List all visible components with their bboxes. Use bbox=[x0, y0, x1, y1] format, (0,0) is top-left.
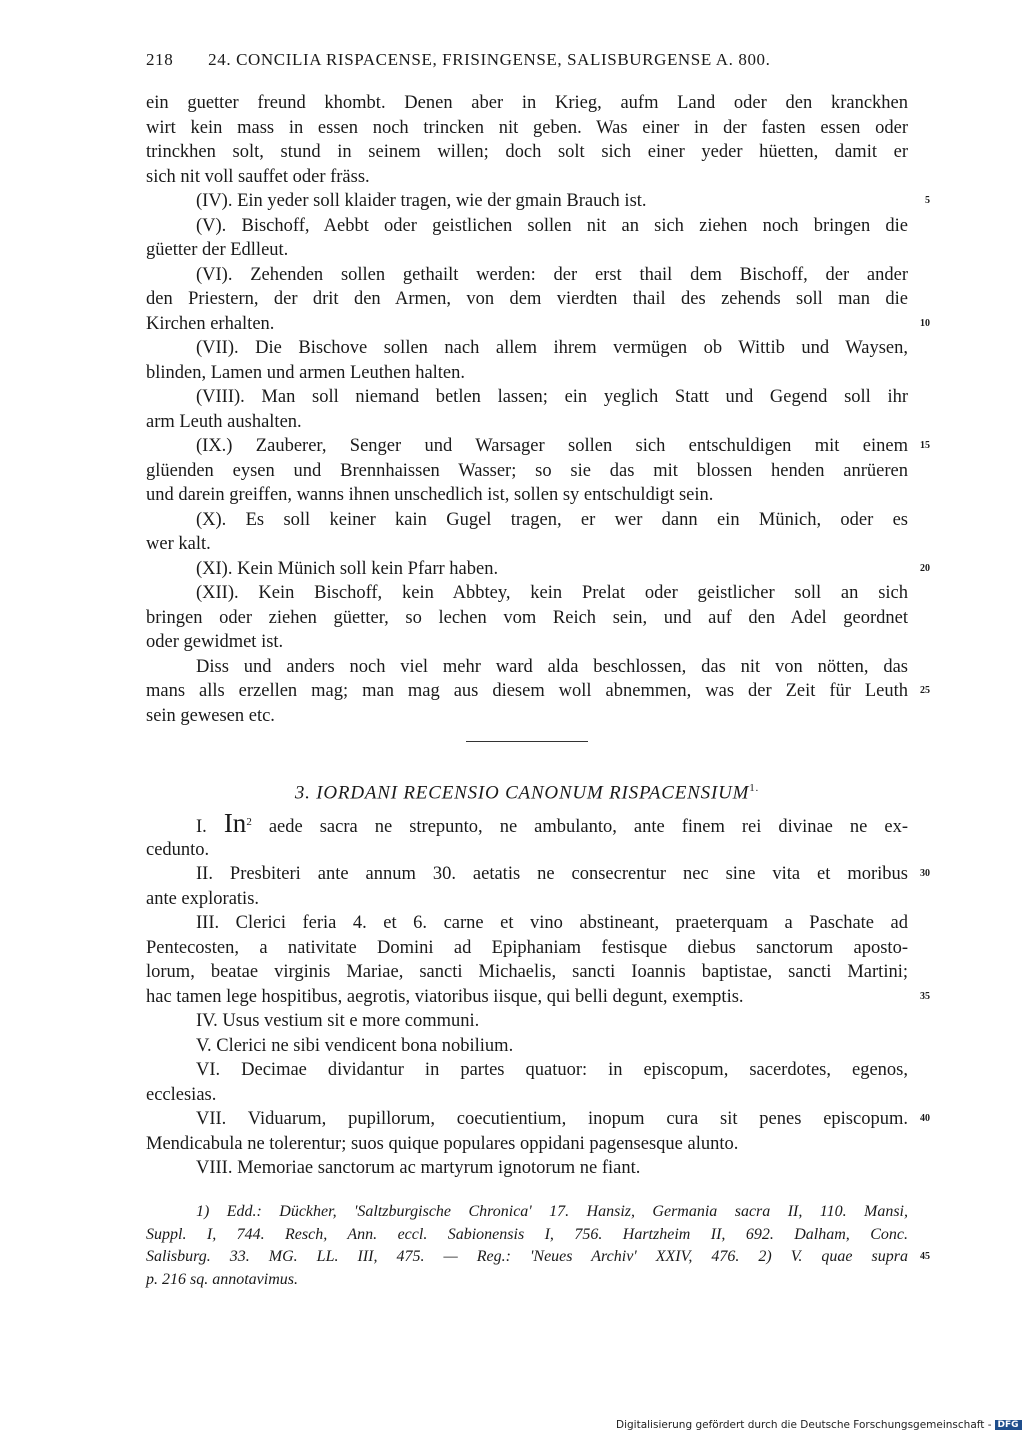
line-text: (X). Es soll keiner kain Gugel tragen, er wer dann ein Münich, oder es bbox=[196, 509, 908, 530]
text-line bbox=[146, 361, 908, 386]
line-text: ecclesias. bbox=[146, 1084, 217, 1105]
line-text: II. Presbiteri ante annum 30. aetatis ne consecrentur nec sine vita et moribus bbox=[196, 864, 908, 884]
line-text: Suppl. I, 744. Resch, Ann. eccl. Sabionensis I, 756. Hartzheim II, 692. Dalham, Conc. bbox=[146, 1225, 908, 1243]
text-line bbox=[146, 887, 908, 912]
line-text: (IX.) Zauberer, Senger und Warsager sollen sich entschuldigen mit einem bbox=[196, 436, 908, 456]
line-text: (XI). Kein Münich soll kein Pfarr haben. bbox=[196, 558, 499, 579]
text-line bbox=[146, 508, 908, 533]
line-number: 5 bbox=[925, 195, 930, 206]
line-text: 1) Edd.: Dückher, 'Saltzburgische Chronica' 17. Hansiz, Germania sacra II, 110. Mansi, bbox=[196, 1203, 908, 1220]
text-line bbox=[146, 1201, 908, 1224]
text-line bbox=[146, 838, 908, 863]
body-text bbox=[146, 91, 930, 728]
section-title-footnote-mark: 1. bbox=[749, 782, 760, 794]
text-line bbox=[146, 140, 908, 165]
text-line bbox=[146, 557, 930, 582]
line-text: (V). Bischoff, Aebbt oder geistlichen sollen nit an sich ziehen noch bringen die bbox=[196, 215, 908, 236]
line-number: 25 bbox=[920, 685, 930, 696]
footnote-mark: 2 bbox=[246, 815, 252, 828]
section-title bbox=[146, 782, 908, 804]
text-line bbox=[146, 985, 930, 1010]
text-line bbox=[146, 385, 908, 410]
line-text: VIII. Memoriae sanctorum ac martyrum ignotorum ne fiant. bbox=[196, 1158, 641, 1178]
text-line bbox=[146, 630, 908, 655]
section-lines bbox=[146, 838, 930, 1181]
line-text: bringen oder ziehen güetter, so lechen vom Reich sein, und auf den Adel geordnet bbox=[146, 607, 908, 628]
line-text: cedunto. bbox=[146, 839, 210, 860]
initial-letters: In bbox=[223, 808, 247, 838]
section-divider bbox=[466, 741, 588, 742]
text-line bbox=[146, 1156, 908, 1181]
text-line bbox=[146, 189, 930, 214]
text-line bbox=[146, 1009, 908, 1034]
text-line bbox=[146, 1224, 908, 1247]
text-line bbox=[146, 312, 930, 337]
line-text: wer kalt. bbox=[146, 534, 211, 554]
line-text: (VII). Die Bischove sollen nach allem ihrem vermügen ob Wittib und Waysen, bbox=[196, 338, 908, 358]
text-line bbox=[146, 214, 908, 239]
text-line bbox=[146, 91, 908, 116]
line-text: ante exploratis. bbox=[146, 888, 260, 909]
section-title-text: 3. IORDANI RECENSIO CANONUM RISPACENSIUM bbox=[294, 782, 750, 804]
text-line bbox=[146, 238, 908, 263]
line-text: (VI). Zehenden sollen gethailt werden: der erst thail dem Bischoff, der ander bbox=[196, 264, 908, 285]
text-line bbox=[146, 862, 930, 887]
line-text: sich nit voll sauffet oder fräss. bbox=[146, 166, 370, 187]
text-line bbox=[146, 1058, 908, 1083]
text-line bbox=[146, 263, 908, 288]
text-line bbox=[146, 165, 908, 190]
line-text: IV. Usus vestium sit e more communi. bbox=[196, 1011, 480, 1031]
text-line bbox=[146, 679, 930, 704]
line-text: p. 216 sq. annotavimus. bbox=[146, 1270, 298, 1288]
text-line bbox=[146, 1269, 908, 1292]
line-number: 15 bbox=[920, 440, 930, 451]
canon-number: I. bbox=[196, 817, 207, 837]
line-text: lorum, beatae virginis Mariae, sancti Michaelis, sancti Ioannis baptistae, sancti Martini; bbox=[146, 962, 908, 982]
text-line bbox=[146, 1246, 930, 1269]
line-text: V. Clerici ne sibi vendicent bona nobilium. bbox=[196, 1035, 514, 1056]
line-text: Mendicabula ne tolerentur; suos quique populares oppidani pagensesque alunto. bbox=[146, 1133, 739, 1154]
line-text: blinden, Lamen und armen Leuthen halten. bbox=[146, 362, 466, 383]
text-line bbox=[146, 1034, 908, 1059]
line-text: (IV). Ein yeder soll klaider tragen, wie der gmain Brauch ist. bbox=[196, 191, 647, 211]
line-text: arm Leuth aushalten. bbox=[146, 411, 302, 432]
text-line bbox=[146, 116, 908, 141]
line-number: 45 bbox=[920, 1251, 930, 1262]
line-text: güetter der Edlleut. bbox=[146, 240, 289, 260]
line-text: VI. Decimae dividantur in partes quatuor: in episcopum, sacerdotes, egenos, bbox=[196, 1060, 908, 1080]
text-line bbox=[146, 287, 908, 312]
text-line bbox=[146, 808, 908, 838]
line-text: aede sacra ne strepunto, ne ambulanto, ante finem rei divinae ne ex- bbox=[268, 817, 908, 837]
text-line bbox=[146, 704, 908, 729]
line-number: 40 bbox=[920, 1113, 930, 1124]
text-line bbox=[146, 911, 908, 936]
text-line bbox=[146, 960, 908, 985]
text-line bbox=[146, 581, 908, 606]
page-number: 218 bbox=[146, 50, 174, 69]
line-text: (XII). Kein Bischoff, kein Abbtey, kein Prelat oder geistlicher soll an sich bbox=[196, 583, 908, 603]
line-number: 30 bbox=[920, 868, 930, 879]
text-line bbox=[146, 1132, 908, 1157]
line-text: VII. Viduarum, pupillorum, coecutientium, inopum cura sit penes episcopum. bbox=[196, 1109, 908, 1129]
line-text: Diss und anders noch viel mehr ward alda beschlossen, das nit von nötten, das bbox=[196, 656, 908, 677]
footnotes bbox=[146, 1201, 930, 1291]
line-text: und darein greiffen, wanns ihnen unschedlich ist, sollen sy entschuldigt sein. bbox=[146, 485, 714, 505]
line-text: sein gewesen etc. bbox=[146, 705, 275, 726]
section-text bbox=[146, 808, 930, 1181]
line-text: glüenden eysen und Brennhaissen Wasser; so sie das mit blossen henden anrüeren bbox=[146, 460, 908, 481]
line-text: Salisburg. 33. MG. LL. III, 475. — Reg.: 'Neues Archiv' XXIV, 476. 2) V. quae supra bbox=[146, 1248, 908, 1265]
line-text: den Priestern, der drit den Armen, von dem vierdten thail des zehends soll man die bbox=[146, 289, 908, 309]
running-title: 24. CONCILIA RISPACENSE, FRISINGENSE, SALISBURGENSE A. 800. bbox=[208, 50, 771, 69]
text-line bbox=[146, 483, 908, 508]
line-number: 35 bbox=[920, 990, 930, 1002]
text-line bbox=[146, 410, 908, 435]
line-text: (VIII). Man soll niemand betlen lassen; ein yeglich Statt und Gegend soll ihr bbox=[196, 387, 908, 407]
line-number: 10 bbox=[920, 317, 930, 329]
funding-footer bbox=[616, 1419, 1022, 1431]
text-line bbox=[146, 606, 908, 631]
text-line bbox=[146, 936, 908, 961]
line-number: 20 bbox=[920, 562, 930, 574]
line-text: Pentecosten, a nativitate Domini ad Epiphaniam festisque diebus sanctorum aposto- bbox=[146, 937, 908, 958]
line-text: Kirchen erhalten. bbox=[146, 313, 275, 334]
footer-text: Digitalisierung gefördert durch die Deutsche Forschungsgemeinschaft - bbox=[616, 1419, 992, 1431]
text-line bbox=[146, 655, 908, 680]
dfg-logo: DFG bbox=[995, 1420, 1022, 1430]
line-text: oder gewidmet ist. bbox=[146, 632, 284, 652]
line-text: hac tamen lege hospitibus, aegrotis, viatoribus iisque, qui belli degunt, exemptis. bbox=[146, 986, 744, 1007]
text-line bbox=[146, 1107, 930, 1132]
line-text: III. Clerici feria 4. et 6. carne et vino abstineant, praeterquam a Paschate ad bbox=[196, 913, 908, 933]
text-line bbox=[146, 459, 908, 484]
line-text: trinckhen solt, stund in seinem willen; doch solt sich einer yeder hüetten, damit er bbox=[146, 142, 908, 162]
text-line bbox=[146, 1083, 908, 1108]
line-text: wirt kein mass in essen noch trincken nit geben. Was einer in der fasten essen oder bbox=[146, 117, 908, 138]
line-text: ein guetter freund khombt. Denen aber in Krieg, aufm Land oder den kranckhen bbox=[146, 93, 908, 113]
text-line bbox=[146, 532, 908, 557]
running-header bbox=[146, 50, 846, 70]
text-line bbox=[146, 336, 908, 361]
line-text: mans alls erzellen mag; man mag aus diesem woll abnemmen, was der Zeit für Leuth bbox=[146, 681, 908, 701]
text-line bbox=[146, 434, 930, 459]
